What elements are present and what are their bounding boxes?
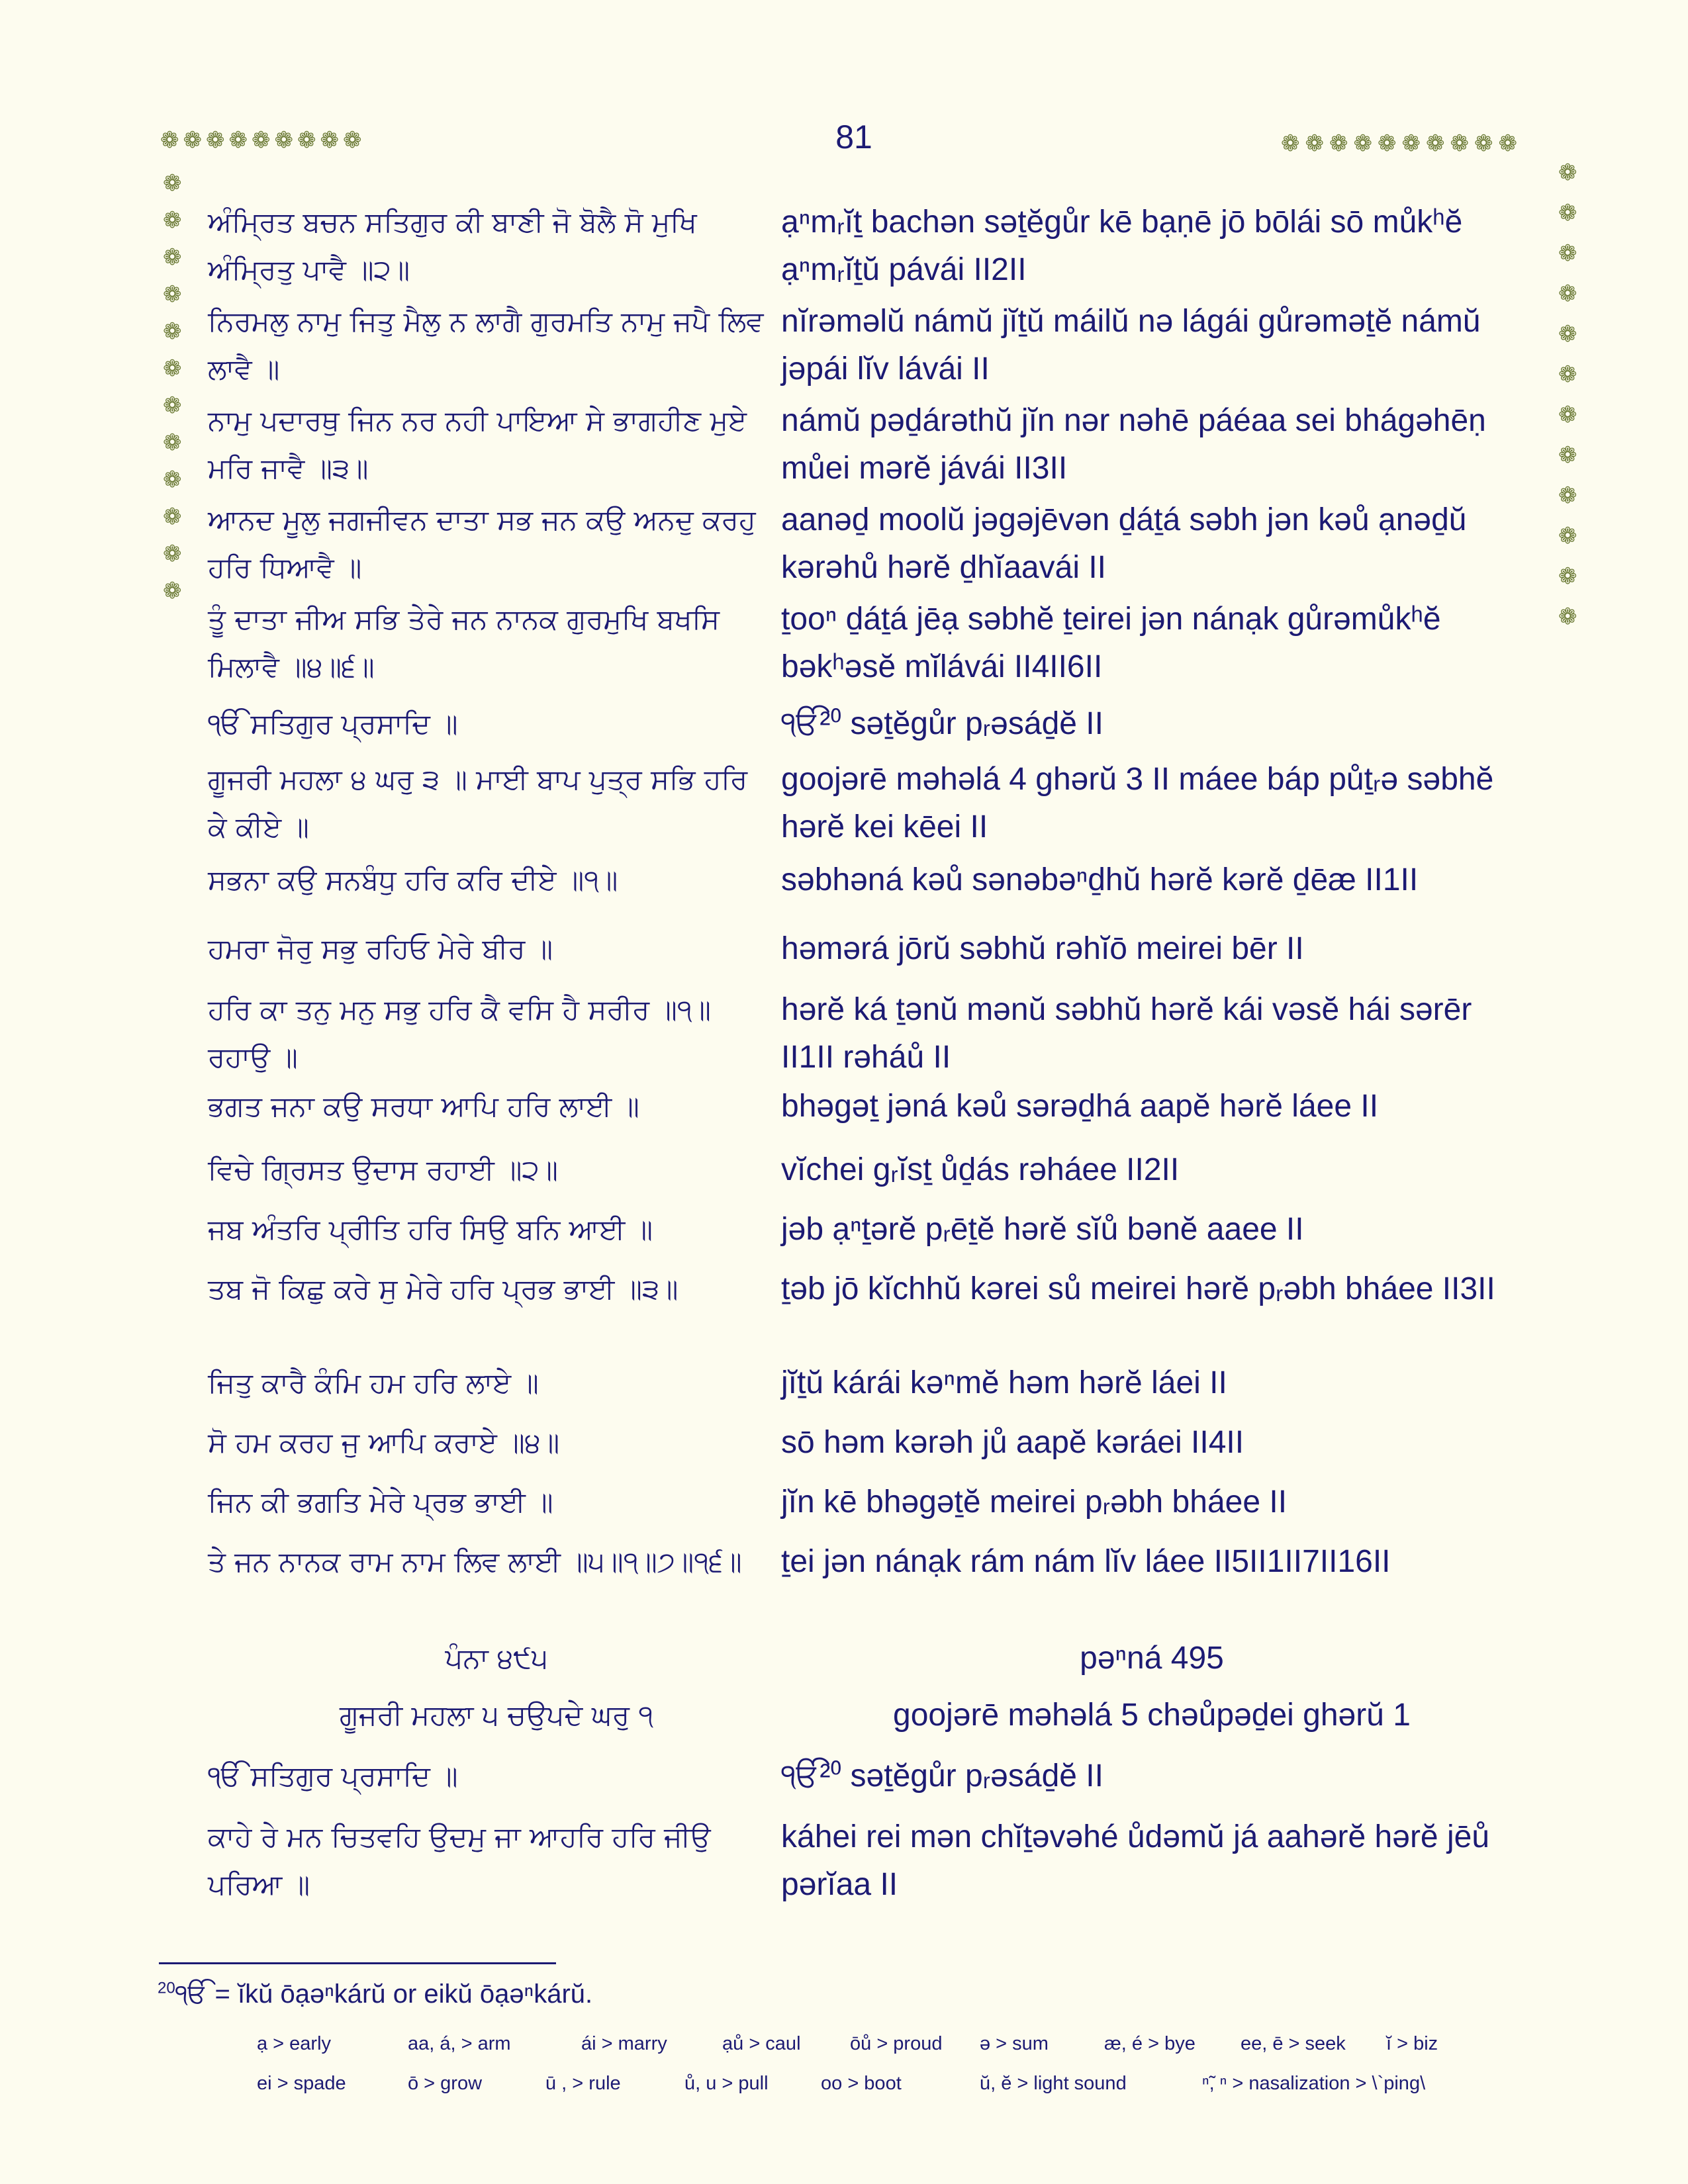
gurmukhi-line: ਕਾਹੇ ਰੇ ਮਨ ਚਿਤਵਹਿ ਉਦਮੁ ਜਾ ਆਹਰਿ ਹਰਿ ਜੀਉ ਪਰਿਆ ॥: [208, 1821, 711, 1901]
footnote-ik-onkar: ੴ: [175, 1979, 208, 2009]
transliteration-line: ੴ²⁰ səṯĕgůr pᵣəsáḏĕ II: [781, 706, 1103, 741]
legend-item: aa, á, > arm: [408, 2033, 511, 2054]
gurmukhi-line: ਆਨਦ ਮੂਲੁ ਜਗਜੀਵਨ ਦਾਤਾ ਸਭ ਜਨ ਕਉ ਅਨਦੁ ਕਰਹੁ ਹਰਿ ਧਿਆਵੈ ॥: [208, 504, 756, 584]
flower-icon: ❁: [163, 393, 182, 418]
gurmukhi-line: ਤੇ ਜਨ ਨਾਨਕ ਰਾਮ ਨਾਮ ਲਿਵ ਲਾਈ ॥੫॥੧॥੭॥੧੬॥: [208, 1545, 742, 1578]
footnote-text: = ĭkŭ ōạəⁿkárŭ or eikŭ ōạəⁿkárŭ.: [214, 1979, 593, 2009]
flower-icon: ❁: [1558, 241, 1577, 266]
flower-icon: ❁: [1558, 362, 1577, 387]
flower-icon: ❁: [1558, 564, 1577, 589]
legend-item: ạ > early: [257, 2033, 332, 2054]
gurmukhi-line: ਸਭਨਾ ਕਉ ਸਨਬੰਧੁ ਹਰਿ ਕਰਿ ਦੀਏ ॥੧॥: [208, 864, 618, 896]
flower-icon: ❁: [228, 128, 248, 153]
gurmukhi-line: ਤੂੰ ਦਾਤਾ ਜੀਅ ਸਭਿ ਤੇਰੇ ਜਨ ਨਾਨਕ ਗੁਰਮੁਖਿ ਬਖਸਿ ਮਿਲਾਵੈ ॥੪॥੬॥: [208, 603, 720, 683]
transliteration-line: ạⁿmᵣĭṯ bachən səṯĕgůr kē bạṇē jō bōlái sō můkʰĕ ạⁿmᵣĭṯŭ pávái II2II: [781, 205, 1463, 287]
flower-icon: ❁: [206, 128, 225, 153]
flower-border-left: [163, 172, 182, 602]
flower-icon: ❁: [1305, 131, 1324, 156]
footnote-divider: [159, 1962, 556, 1964]
gurmukhi-line: ਜਬ ਅੰਤਰਿ ਪ੍ਰੀਤਿ ਹਰਿ ਸਿਉ ਬਨਿ ਆਈ ॥: [208, 1213, 653, 1246]
gurmukhi-line: ਨਿਰਮਲੁ ਨਾਮੁ ਜਿਤੁ ਮੈਲੁ ਨ ਲਾਗੈ ਗੁਰਮਤਿ ਨਾਮੁ ਜਪੈ ਲਿਵ ਲਾਵੈ ॥: [208, 305, 764, 385]
flower-icon: ❁: [163, 208, 182, 233]
flower-icon: ❁: [163, 171, 182, 196]
flower-icon: ❁: [163, 319, 182, 344]
flower-icon: ❁: [163, 356, 182, 381]
flower-icon: ❁: [252, 128, 271, 153]
legend-item: ō > grow: [408, 2073, 483, 2094]
flower-icon: ❁: [1558, 322, 1577, 347]
gurmukhi-line: ਗੂਜਰੀ ਮਹਲਾ ੪ ਘਰੁ ੩ ॥ ਮਾਈ ਬਾਪ ਪੁਤ੍ਰ ਸਭਿ ਹਰਿ ਕੇ ਕੀਏ ॥: [208, 763, 748, 843]
flower-icon: ❁: [297, 128, 316, 153]
legend-item: ei > spade: [257, 2073, 346, 2094]
flower-icon: ❁: [1558, 604, 1577, 629]
flower-icon: ❁: [163, 467, 182, 492]
legend-item: oo > boot: [821, 2073, 902, 2094]
flower-icon: ❁: [183, 128, 202, 153]
flower-icon: ❁: [1474, 131, 1493, 156]
flower-icon: ❁: [1558, 201, 1577, 226]
gurmukhi-line: ੴ ਸਤਿਗੁਰ ਪ੍ਰਸਾਦਿ ॥: [208, 1760, 458, 1792]
gurmukhi-line: ਜਿਤੁ ਕਾਰੈ ਕੰਮਿ ਹਮ ਹਰਿ ਲਾਏ ॥: [208, 1367, 539, 1399]
legend-item: ů, u > pull: [684, 2073, 769, 2094]
page-reference-transliteration: pəⁿná 495: [1080, 1641, 1224, 1676]
flower-icon: ❁: [163, 282, 182, 307]
legend-item: ⁿ̃, ⁿ > nasalization > \`ping\: [1202, 2073, 1426, 2094]
transliteration-line: námŭ pəḏárəthŭ jĭn nər nəhē páéaa sei bhágəhēṇ můei mərĕ jávái II3II: [781, 403, 1486, 486]
gurmukhi-line: ਨਾਮੁ ਪਦਾਰਥੁ ਜਿਨ ਨਰ ਨਹੀ ਪਾਇਆ ਸੇ ਭਾਗਹੀਣ ਮੁਏ ਮਰਿ ਜਾਵੈ ॥੩॥: [208, 404, 747, 484]
flower-icon: ❁: [160, 128, 179, 153]
transliteration-line: jəb ạⁿṯərĕ pᵣēṯĕ hərĕ sĭů bənĕ aaee II: [781, 1212, 1304, 1247]
flower-icon: ❁: [1378, 131, 1397, 156]
flower-icon: ❁: [1426, 131, 1445, 156]
flower-icon: ❁: [343, 128, 362, 153]
flower-icon: ❁: [163, 541, 182, 567]
flower-icon: ❁: [1401, 131, 1421, 156]
transliteration-line: həmərá jōrŭ səbhŭ rəhĭō meirei bēr II: [781, 931, 1304, 966]
footnote: [158, 1979, 592, 2009]
section-heading-transliteration: goojərē məhəlá 5 chəůpəḏei ghərŭ 1: [893, 1698, 1411, 1733]
legend-item: ə > sum: [980, 2033, 1049, 2054]
transliteration-line: bhəgəṯ jəná kəů sərəḏhá aapĕ hərĕ láee II: [781, 1089, 1379, 1124]
flower-icon: ❁: [1558, 523, 1577, 549]
gurmukhi-line: ਹਮਰਾ ਜੋਰੁ ਸਭੁ ਰਹਿਓ ਮੇਰੇ ਬੀਰ ॥: [208, 933, 553, 965]
transliteration-line: nĭrəməlŭ námŭ jĭṯŭ máilŭ nə lágái gůrəməṯĕ námŭ jəpái lĭv lávái II: [781, 304, 1481, 387]
page-reference-gurmukhi: ਪੰਨਾ ੪੯੫: [445, 1642, 548, 1674]
flower-icon: ❁: [1558, 443, 1577, 468]
gurmukhi-line: ਵਿਚੇ ਗ੍ਰਿਸਤ ਉਦਾਸ ਰਹਾਈ ॥੨॥: [208, 1154, 558, 1186]
transliteration-line: hərĕ ká ṯənŭ mənŭ səbhŭ hərĕ kái vəsĕ hái sərēr II1II rəháů II: [781, 992, 1472, 1075]
transliteration-line: ṯei jən nánạk rám nám lĭv láee II5II1II7II16II: [781, 1544, 1391, 1579]
section-heading-gurmukhi: ਗੂਜਰੀ ਮਹਲਾ ੫ ਚਉਪਦੇ ਘਰੁ ੧: [339, 1699, 654, 1731]
transliteration-line: aanəḏ moolŭ jəgəjēvən ḏáṯá səbh jən kəů ạnəḏŭ kərəhů hərĕ ḏhĭaavái II: [781, 502, 1467, 585]
flower-icon: ❁: [1558, 483, 1577, 508]
flower-icon: ❁: [163, 504, 182, 529]
gurmukhi-line: ੴ ਸਤਿਗੁਰ ਪ੍ਰਸਾਦਿ ॥: [208, 707, 458, 740]
legend-item: ee, ē > seek: [1241, 2033, 1346, 2054]
gurmukhi-line: ਭਗਤ ਜਨਾ ਕਉ ਸਰਧਾ ਆਪਿ ਹਰਿ ਲਾਈ ॥: [208, 1090, 639, 1122]
flower-icon: ❁: [163, 578, 182, 604]
transliteration-line: ṯəb jō kĭchhŭ kərei sů meirei hərĕ pᵣəbh bháee II3II: [781, 1271, 1495, 1306]
flower-icon: ❁: [1329, 131, 1348, 156]
flower-icon: ❁: [1281, 131, 1300, 156]
legend-item: ái > marry: [581, 2033, 667, 2054]
legend-item: ạů > caul: [722, 2033, 801, 2054]
gurmukhi-line: ਅੰਮ੍ਰਿਤ ਬਚਨ ਸਤਿਗੁਰ ਕੀ ਬਾਣੀ ਜੋ ਬੋਲੈ ਸੋ ਮੁਖਿ ਅੰਮ੍ਰਿਤੁ ਪਾਵੈ ॥੨॥: [208, 206, 697, 286]
gurmukhi-line: ਸੋ ਹਮ ਕਰਹ ਜੁ ਆਪਿ ਕਰਾਏ ॥੪॥: [208, 1426, 560, 1459]
flower-icon: ❁: [1498, 131, 1517, 156]
gurmukhi-line: ਹਰਿ ਕਾ ਤਨੁ ਮਨੁ ਸਭੁ ਹਰਿ ਕੈ ਵਸਿ ਹੈ ਸਰੀਰ ॥੧॥ ਰਹਾਉ ॥: [208, 993, 711, 1073]
flower-icon: ❁: [1353, 131, 1372, 156]
legend-item: æ, é > bye: [1104, 2033, 1196, 2054]
gurmukhi-line: ਜਿਨ ਕੀ ਭਗਤਿ ਮੇਰੇ ਪ੍ਰਭ ਭਾਈ ॥: [208, 1486, 553, 1518]
flower-border-right: [1558, 161, 1577, 628]
flower-icon: ❁: [1558, 281, 1577, 306]
transliteration-line: ੴ²⁰ səṯĕgůr pᵣəsáḏĕ II: [781, 1758, 1103, 1794]
flower-icon: ❁: [1450, 131, 1469, 156]
legend-item: ŭ, ĕ > light sound: [980, 2073, 1127, 2094]
gurmukhi-line: ਤਬ ਜੋ ਕਿਛੁ ਕਰੇ ਸੁ ਮੇਰੇ ਹਰਿ ਪ੍ਰਭ ਭਾਈ ॥੩॥: [208, 1273, 679, 1305]
transliteration-line: jĭṯŭ kárái kəⁿmĕ həm hərĕ láei II: [781, 1365, 1227, 1400]
flower-icon: ❁: [1558, 160, 1577, 185]
flower-border-top-left: [160, 129, 362, 152]
flower-icon: ❁: [274, 128, 293, 153]
flower-icon: ❁: [163, 245, 182, 270]
page-number: 81: [835, 118, 872, 156]
transliteration-line: səbhəná kəů sənəbəⁿḏhŭ hərĕ kərĕ ḏēæ II1II: [781, 862, 1419, 897]
transliteration-line: jĭn kē bhəgəṯĕ meirei pᵣəbh bháee II: [781, 1484, 1288, 1520]
legend-item: ū , > rule: [545, 2073, 621, 2094]
flower-icon: ❁: [163, 430, 182, 455]
transliteration-line: goojərē məhəlá 4 ghərŭ 3 II máee báp půṯᵣə səbhĕ hərĕ kei kēei II: [781, 762, 1494, 844]
transliteration-line: ṯooⁿ ḏáṯá jēạ səbhĕ ṯeirei jən nánạk gůrəmůkʰĕ bəkʰəsĕ mĭlávái II4II6II: [781, 602, 1441, 684]
flower-icon: ❁: [1558, 402, 1577, 428]
legend-item: ĭ > biz: [1386, 2033, 1438, 2054]
footnote-mark: 20: [158, 1979, 175, 1997]
transliteration-line: káhei rei mən chĭṯəvəhé ůdəmŭ já aahərĕ hərĕ jēů pərĭaa II: [781, 1819, 1490, 1902]
flower-border-top-right: [1281, 132, 1517, 155]
transliteration-line: vĭchei gᵣĭsṯ ůḏás rəháee II2II: [781, 1152, 1180, 1187]
legend-item: ōů > proud: [850, 2033, 943, 2054]
transliteration-line: sō həm kərəh jů aapĕ kəráei II4II: [781, 1425, 1244, 1460]
flower-icon: ❁: [320, 128, 339, 153]
